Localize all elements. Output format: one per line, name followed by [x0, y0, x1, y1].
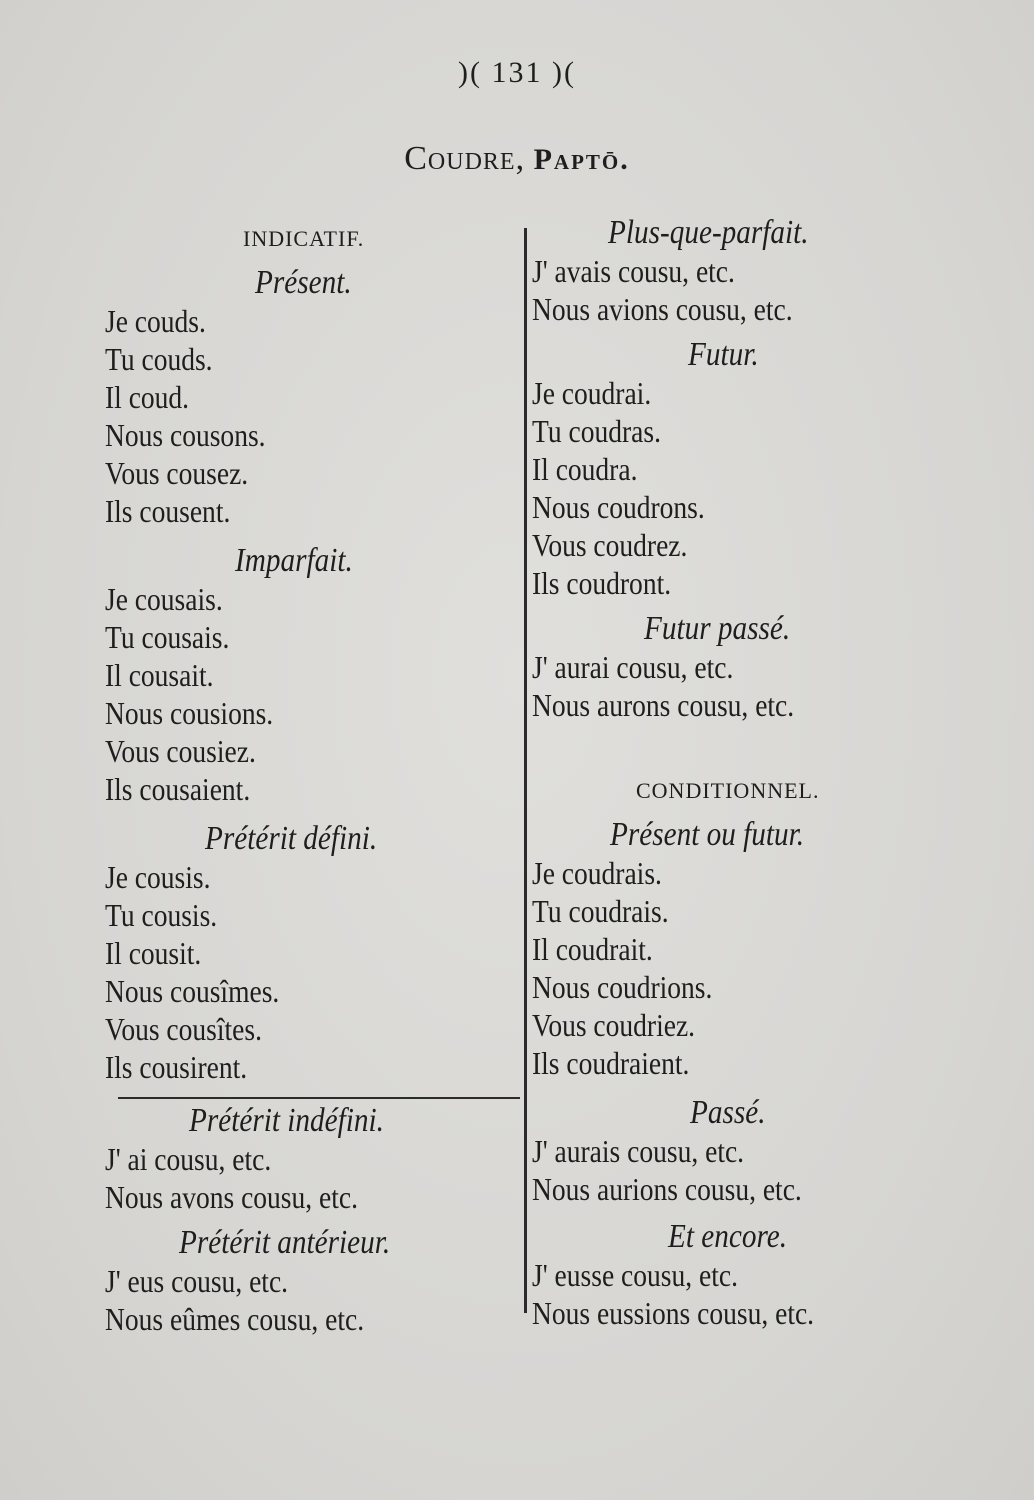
section-rule [118, 1097, 520, 1099]
conjugation-line: Vous coudriez. [532, 1007, 696, 1043]
conjugation-line: Nous avons cousu, etc. [105, 1179, 358, 1215]
page-number: )( 131 )( [458, 56, 576, 89]
conjugation-line: Nous aurions cousu, etc. [532, 1171, 802, 1207]
conjugation-line: Ils cousent. [105, 493, 231, 529]
conjugation-line: Nous cousons. [105, 417, 266, 453]
conjugation-line: Il coudra. [532, 451, 638, 487]
section-indicatif: INDICATIF. [243, 226, 365, 251]
verb-title: Coudre, [404, 140, 526, 177]
tense-heading: Plus-que-parfait. [608, 214, 809, 251]
conjugation-line: Vous cousiez. [105, 733, 256, 769]
conjugation-line: Tu cousais. [105, 619, 230, 655]
conjugation-line: J' aurais cousu, etc. [532, 1133, 745, 1169]
conjugation-line: Tu coudrais. [532, 893, 669, 929]
conjugation-line: Je cousais. [105, 581, 223, 617]
conjugation-line: Tu cousis. [105, 897, 218, 933]
conjugation-line: Nous coudrions. [532, 969, 713, 1005]
conjugation-line: Vous cousez. [105, 455, 249, 491]
conjugation-line: J' avais cousu, etc. [532, 253, 735, 289]
conjugation-line: Je coudrais. [532, 855, 662, 891]
conjugation-line: Nous avions cousu, etc. [532, 291, 793, 327]
tense-heading: Futur. [688, 336, 759, 373]
conjugation-line: J' aurai cousu, etc. [532, 649, 734, 685]
conjugation-line: J' eus cousu, etc. [105, 1263, 289, 1299]
conjugation-line: Nous eussions cousu, etc. [532, 1295, 815, 1331]
conjugation-line: Je cousis. [105, 859, 211, 895]
conjugation-line: Nous cousions. [105, 695, 274, 731]
conjugation-line: Vous cousîtes. [105, 1011, 262, 1047]
conjugation-line: Nous coudrons. [532, 489, 705, 525]
conjugation-line: Tu coudras. [532, 413, 661, 449]
conjugation-line: Il cousit. [105, 935, 202, 971]
conjugation-line: Ils cousirent. [105, 1049, 248, 1085]
tense-heading: Présent. [255, 264, 352, 301]
tense-heading: Prétérit antérieur. [179, 1224, 391, 1261]
conjugation-line: J' ai cousu, etc. [105, 1141, 272, 1177]
conjugation-line: Nous cousîmes. [105, 973, 280, 1009]
conjugation-line: Il coud. [105, 379, 190, 415]
conjugation-line: Il coudrait. [532, 931, 653, 967]
conjugation-line: J' eusse cousu, etc. [532, 1257, 738, 1293]
conjugation-line: Je coudrai. [532, 375, 652, 411]
conjugation-line: Nous aurons cousu, etc. [532, 687, 795, 723]
tense-heading: Imparfait. [235, 542, 353, 579]
tense-heading: Présent ou futur. [610, 816, 805, 853]
conjugation-line: Ils coudront. [532, 565, 672, 601]
tense-heading: Prétérit défini. [205, 820, 378, 857]
conjugation-line: Ils cousaient. [105, 771, 251, 807]
conjugation-line: Tu couds. [105, 341, 213, 377]
tense-heading: Futur passé. [644, 610, 791, 647]
column-divider [524, 228, 527, 1313]
tense-heading: Prétérit indéfini. [189, 1102, 384, 1139]
conjugation-line: Vous coudrez. [532, 527, 688, 563]
tense-heading: Passé. [690, 1094, 766, 1131]
section-conditionnel: CONDITIONNEL. [636, 778, 820, 803]
page-title [0, 140, 1034, 178]
conjugation-line: Il cousait. [105, 657, 214, 693]
conjugation-line: Ils coudraient. [532, 1045, 690, 1081]
tense-heading: Et encore. [668, 1218, 788, 1255]
greek-translation: Paptō. [533, 143, 630, 176]
conjugation-line: Nous eûmes cousu, etc. [105, 1301, 365, 1337]
conjugation-line: Je couds. [105, 303, 206, 339]
